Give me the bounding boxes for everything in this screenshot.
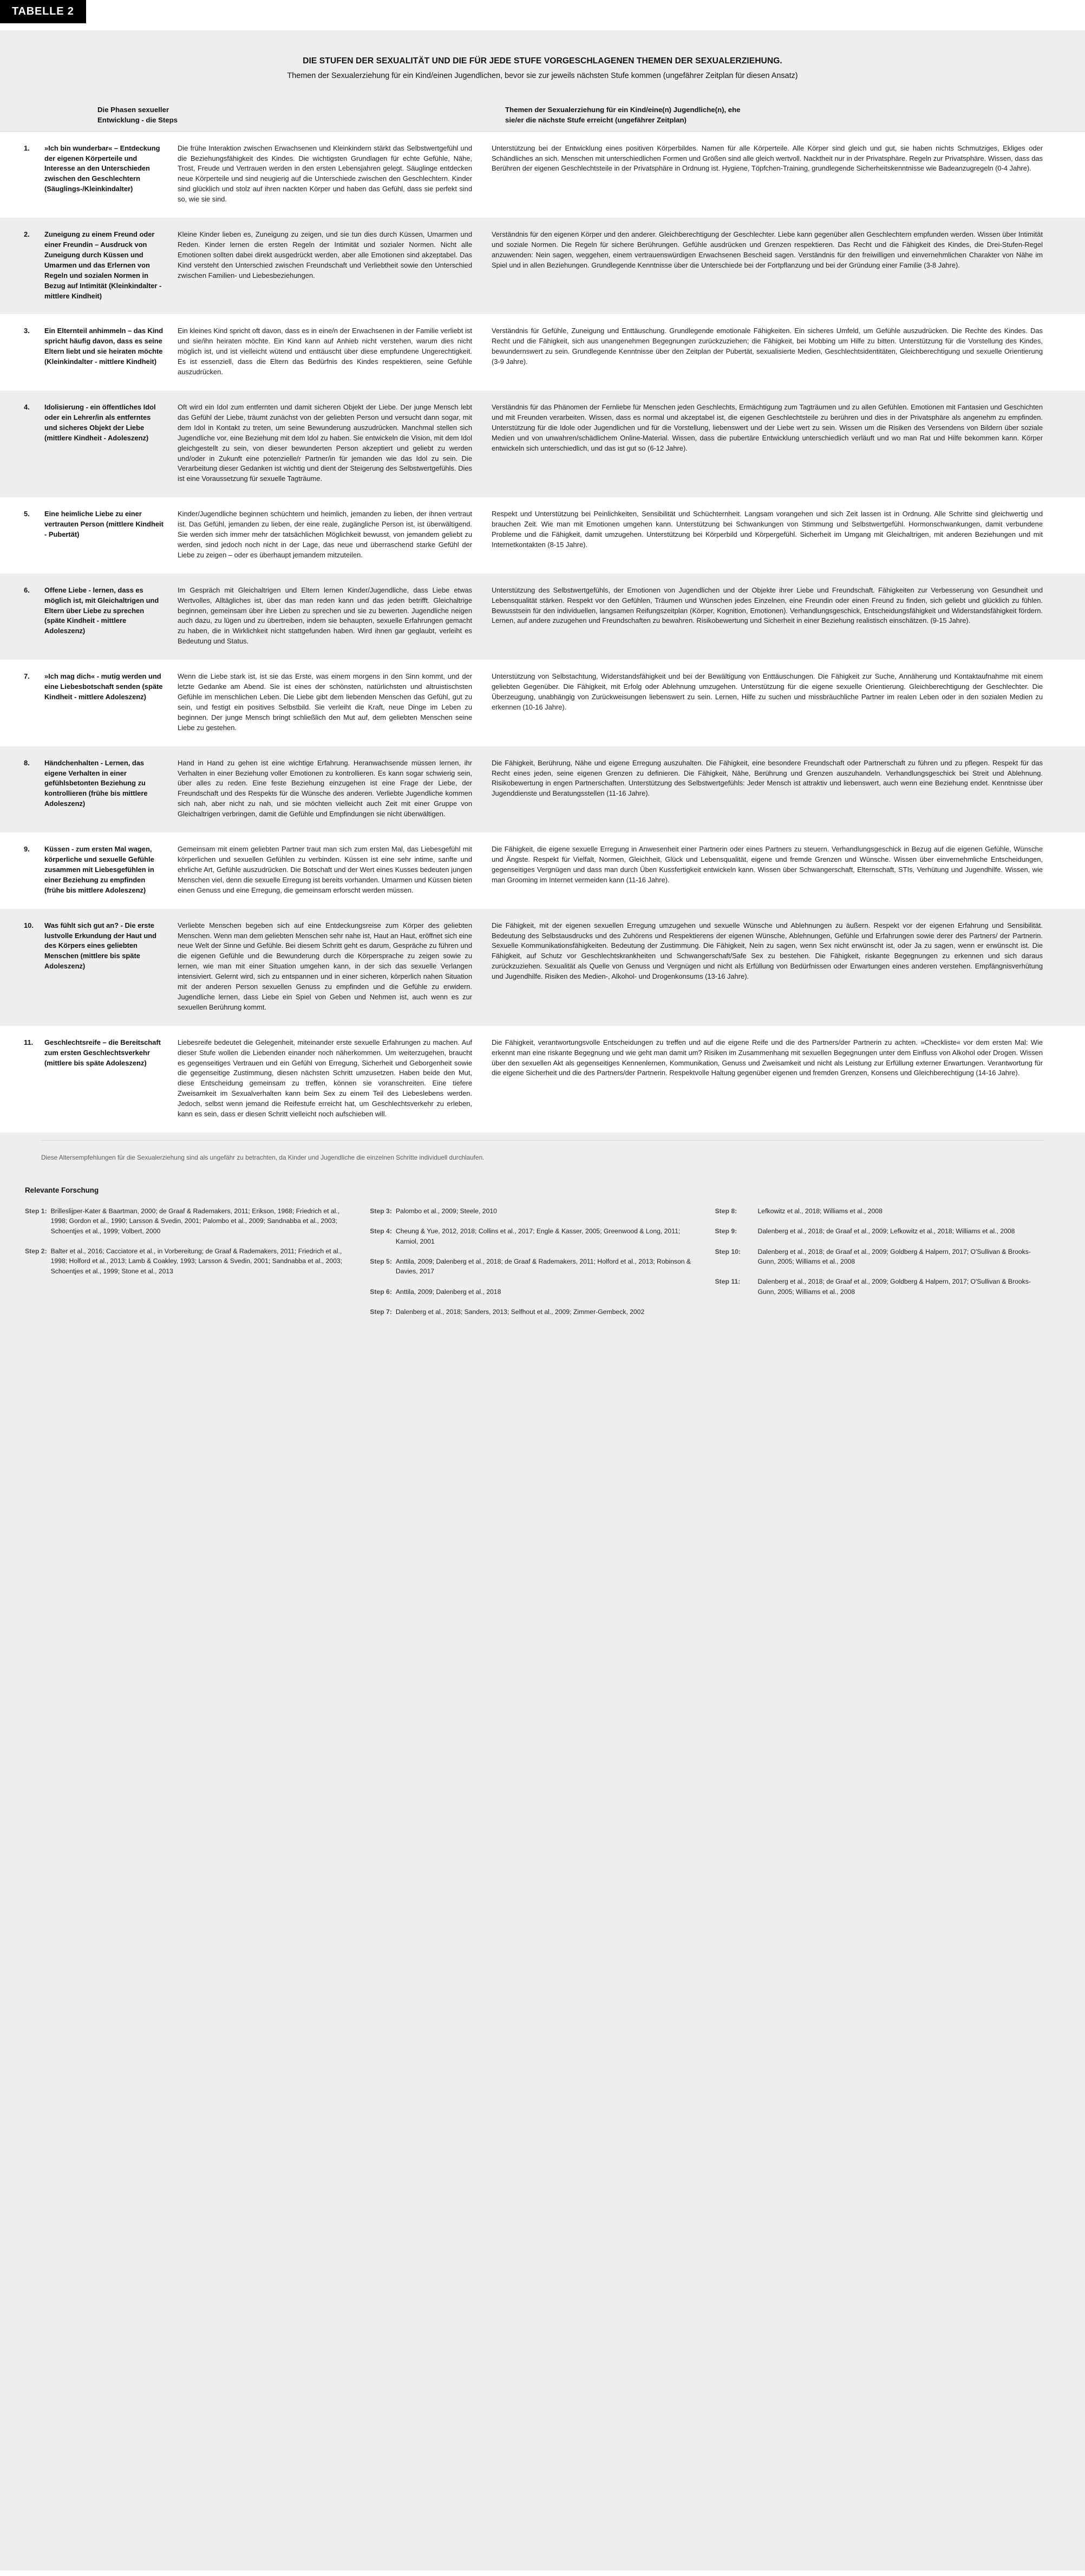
reference-citations: Dalenberg et al., 2018; Sanders, 2013; Selfhout et al., 2009; Zimmer-Gembeck, 2002 (395, 1307, 645, 1316)
reference-citations: Dalenberg et al., 2018; de Graaf et al., 2009; Lefkowitz et al., 2018; Williams et al., 2008 (757, 1227, 1015, 1235)
column-headers (0, 97, 1085, 131)
row-number: 3. (24, 327, 30, 335)
education-topics: Unterstützung von Selbstachtung, Widerstandsfähigkeit und bei der Bewältigung von Enttäuschungen. Die Fähigkeit zur Suche, Annäherung und Kontaktaufnahme mit einem geliebten Gegenüber. Die Fähigkeit, mit Erfolg oder Ablehnung umzugehen. Unterstützung für die eigene sexuelle Orientierung. Gleichberechtigung der Geschlechter. Die Überzeugung, unabhängig von Zurückweisungen liebenswert zu sein. Lernen, Hilfe zu suchen und missbräuchliche Partner im realen Leben oder in den sozialen Medien zu erkennen (10-16 Jahre). (492, 672, 1043, 711)
phase-description: Ein kleines Kind spricht oft davon, dass es in eine/n der Erwachsenen in der Familie verliebt ist und sie/ihn heiraten möchte. Ein Kind kann auf Anhieb nicht verstehen, warum dies nicht möglich ist, und ist vielleicht wütend und enttäuscht über diese empfundene Ungerechtigkeit. Es ist essenziell, dass die Eltern das Bedürfnis des Kindes respektieren, seine Gefühle auszudrücken. (178, 327, 472, 376)
table-row (0, 832, 1085, 909)
education-topics: Unterstützung des Selbstwertgefühls, der Emotionen von Jugendlichen und der Objekte ihrer Liebe und Freundschaft. Fähigkeiten zur Verbesserung von Gesundheit und Lebensqualität stärken. Respekt vor den Gefühlen, Träumen und Wünschen jedes Einzelnen, eine Freundin oder einen Freund zu finden, sich geliebt und glücklich zu fühlen. Bewusstsein für den individuellen, langsamen Reifungszeitplan (Körper, Kognition, Emotionen). Verhandlungsgeschick, Entscheidungsfähigkeit und Widerstandsfähigkeit fördern. Lernen, auf andere zuzugehen und Freundschaften zu bewahren. Risikobewertung und Sicherheit in einer Beziehung realistisch einschätzen. (9-15 Jahre). (492, 586, 1043, 625)
phase-description: Die frühe Interaktion zwischen Erwachsenen und Kleinkindern stärkt das Selbstwertgefühl und die Beziehungsfähigkeit des Kindes. Die wichtigsten Grundlagen für echte Gefühle, Nähe, Trost, Freude und Vertrauen werden in den ersten Lebensjahren gelegt. Säuglinge entdecken neue Körperteile und sind neugierig auf die Unterschiede zwischen den Geschlechtern. Kinder sind glücklich und stolz auf ihren nackten Körper und haben das Gefühl, dass sie perfekt sind so, wie sie sind. (178, 144, 472, 204)
table-sheet (0, 30, 1085, 2571)
reference-citations: Dalenberg et al., 2018; de Graaf et al., 2009; Goldberg & Halpern, 2017; O'Sullivan & Brooks-Gunn, 2005; Williams et al., 2008 (757, 1278, 1031, 1296)
footnote: Diese Altersempfehlungen für die Sexualerziehung sind als ungefähr zu betrachten, da Kinder und Jugendliche die einzelnen Schritte individuell durchlaufen. (41, 1140, 1044, 1161)
column-header-phases: Die Phasen sexueller Entwicklung - die Steps (97, 106, 178, 124)
table-row (0, 660, 1085, 746)
table-number-badge: TABELLE 2 (0, 0, 86, 23)
reference-item (25, 1246, 346, 1276)
table-body (0, 132, 1085, 1133)
reference-item (370, 1226, 691, 1246)
reference-item (715, 1206, 1036, 1216)
phase-description: Wenn die Liebe stark ist, ist sie das Erste, was einem morgens in den Sinn kommt, und der letzte Gedanke am Abend. Sie ist eines der schönsten, natürlichsten und altruistischsten Gefühle im menschlichen Leben. Die Liebe gibt dem liebenden Menschen das Gefühl, gut zu sein, und festigt ein positives Selbstbild. Sie verleiht die Kraft, neue Dinge im Leben zu beginnen. Der junge Mensch bringt schließlich den Mut auf, dem geliebten Menschen seine Liebe zu gestehen. (178, 672, 472, 732)
row-number: 10. (24, 921, 34, 929)
reference-step-label: Step 1: (25, 1207, 47, 1215)
reference-item (715, 1226, 1036, 1236)
reference-citations: Balter et al., 2016; Cacciatore et al., in Vorbereitung; de Graaf & Rademakers, 2011; Friedrich et al., 1998; Holford et al., 2013; Lamb & Coakley, 1993; Larsson & Svedin, 2001; Sandnabba et al., 2003; Schoentjes et al., 1999; Stone et al., 2013 (50, 1247, 343, 1275)
page-title: DIE STUFEN DER SEXUALITÄT UND DIE FÜR JEDE STUFE VORGESCHLAGENEN THEMEN DER SEXUALERZIEHUNG. (303, 56, 782, 66)
reference-column (25, 1206, 370, 1327)
education-topics: Die Fähigkeit, Berührung, Nähe und eigene Erregung auszuhalten. Die Fähigkeit, eine besondere Freundschaft oder Partnerschaft zu führen und zu pflegen. Respekt für das Recht eines jeden, seine eigenen Grenzen zu definieren. Die Fähigkeit, Nähe, Berührung und Grenzen auszuhandeln. Verhandlungsgeschick bei Streit und Ablehnung. Risikobewertung in engen Partnerschaften. Unterstützung des Selbstwertgefühls: Jeder Mensch ist attraktiv und liebenswert, auch wenn eine Beziehung endet. Kenntnisse über Jugenddienste und Beratungsstellen (11-16 Jahre). (492, 758, 1043, 798)
reference-step-label: Step 7: (370, 1307, 392, 1316)
phase-description: Liebesreife bedeutet die Gelegenheit, miteinander erste sexuelle Erfahrungen zu machen. Auf dieser Stufe wollen die Liebenden einander noch näherkommen. Um weiterzugehen, braucht es gegenseitiges Vertrauen und ein Gefühl von Erregung, Sicherheit und Geborgenheit sowie die gegenseitige Zustimmung, diesen nächsten Schritt umzusetzen. Haben beide den Mut, diese Entscheidung gemeinsam zu treffen, können sie voranschreiten. Eine tiefere Zweisamkeit im Sexualverhalten kann beim Sex zu einem Teil des Liebeslebens werden. Jedoch, selbst wenn jemand die Reifestufe erreicht hat, um Geschlechtsverkehr zu erleben, kann es sein, dass er diesen Schritt vielleicht noch aufschieben will. (178, 1038, 472, 1118)
education-topics: Respekt und Unterstützung bei Peinlichkeiten, Sensibilität und Schüchternheit. Langsam vorangehen und sich Zeit lassen ist in Ordnung. Alle Schritte sind gleichwertig und brauchen Zeit. Wie man mit Emotionen umgehen kann. Unterstützung bei Schwankungen von Stimmung und Selbstwertgefühl. Hormonschwankungen, damit verbundene Probleme und die Fähigkeit, damit umzugehen. Unterstützung bei Körperbild und Körpergefühl. Sicherheit im Umgang mit Gleichaltrigen, mit anderen Beziehungen und mit Internetkontakten (8-15 Jahre). (492, 510, 1043, 549)
table-row (0, 314, 1085, 391)
row-number: 4. (24, 402, 30, 411)
reference-citations: Palombo et al., 2009; Steele, 2010 (395, 1207, 497, 1215)
column-header-spacer (210, 105, 505, 125)
table-row (0, 218, 1085, 314)
reference-item (25, 1206, 346, 1236)
education-topics: Die Fähigkeit, mit der eigenen sexuellen Erregung umzugehen und sexuelle Wünsche und Ablehnungen zu äußern. Respekt vor der eigenen Erfahrung und Sensibilität. Bedeutung des Selbstausdrucks und des Zuhörens und Respektierens der eigenen Wünsche, Ablehnungen, Gefühle und Erfahrungen sowie derer des Partners/ der Partnerin. Sexuelle Kommunikationsfähigkeiten. Bedeutung der Zustimmung. Die Fähigkeit, Nein zu sagen, wenn Sex nicht erwünscht ist, oder Ja zu sagen, wenn er erwünscht ist. Die Fähigkeit, auf Schutz vor Geschlechtskrankheiten und Schwangerschaft/Safe Sex zu bestehen. Die Fähigkeit, riskante Begegnungen zu erkennen und sich daraus zurückzuziehen. Sexualität als Quelle von Genuss und Vergnügen und nicht als Erfüllung von Bedürfnissen oder Erwartungen eines anderen verstehen. Empfängnisverhütung und Jugendhilfe. Risiken des Medien-, Alkohol- und Drogenkonsums (13-16 Jahre). (492, 921, 1043, 981)
table-row (0, 391, 1085, 497)
reference-item (715, 1247, 1036, 1267)
table-row (0, 909, 1085, 1026)
reference-item (370, 1307, 691, 1317)
reference-step-label: Step 3: (370, 1207, 392, 1215)
reference-item (370, 1287, 691, 1297)
title-block (0, 30, 1085, 97)
reference-citations: Anttila, 2009; Dalenberg et al., 2018; de Graaf & Rademakers, 2011; Holford et al., 2013; Robinson & Davies, 2017 (395, 1257, 691, 1276)
education-topics: Verständnis für den eigenen Körper und den anderer. Gleichberechtigung der Geschlechter. Liebe kann gegenüber allen Geschlechtern empfunden werden. Wissen über Intimität und soziale Normen. Die Regeln für sichere Berührungen. Gefühle ausdrücken und Grenzen respektieren. Das Recht und die Fähigkeit des Kindes, die Drei-Stufen-Regel anzuwenden: Nein sagen, weggehen, einem vertrauenswürdigen Erwachsenen Bescheid sagen. Verständnis für den freiwilligen und einvernehmlichen Charakter von Nähe im Spiel und in allen Beziehungen. Grundlegende Kenntnisse über die Unterschiede bei der Fortpflanzung und bei der Gründung einer Familie (3-8 Jahre). (492, 230, 1043, 269)
reference-item (370, 1257, 691, 1277)
phase-description: Kleine Kinder lieben es, Zuneigung zu zeigen, und sie tun dies durch Küssen, Umarmen und Reden. Kinder lernen die ersten Regeln der Intimität und sozialer Normen. Nicht alle Emotionen sollten dabei direkt ausgedrückt werden, aber alle Emotionen sind akzeptabel. Das Kind versteht den Unterschied zwischen Freundschaft und Verliebtheit sowie den Unterschied zwischen Familien- und Liebesbeziehungen. (178, 230, 472, 279)
badge-area (0, 0, 1085, 30)
reference-citations: Anttila, 2009; Dalenberg et al., 2018 (395, 1287, 501, 1296)
reference-citations: Cheung & Yue, 2012, 2018; Collins et al., 2017; Engle & Kasser, 2005; Greenwood & Long, 2011; Karniol, 2001 (395, 1227, 681, 1245)
row-number: 11. (24, 1038, 34, 1046)
row-number: 8. (24, 758, 30, 767)
row-number: 5. (24, 510, 30, 518)
phase-description: Im Gespräch mit Gleichaltrigen und Eltern lernen Kinder/Jugendliche, dass Liebe etwas Wertvolles, Alltägliches ist, über das man reden kann und das jeden betrifft. Gleichaltrige beginnen, gemeinsam über ihre Lieben zu sprechen und sie zu bewerten. Jugendliche neigen auch dazu, zu lügen und zu übertreiben, indem sie behaupten, sexuelle Erfahrungen gemacht zu haben, die in Wirklichkeit nicht stattgefunden haben. Wird ihnen gar geglaubt, verleiht es Bedeutung und Status. (178, 586, 472, 646)
reference-citations: Lefkowitz et al., 2018; Williams et al., 2008 (757, 1207, 883, 1215)
research-section (0, 1161, 1085, 1332)
row-number: 2. (24, 230, 30, 239)
education-topics: Unterstützung bei der Entwicklung eines positiven Körperbildes. Namen für alle Körperteile. Alle Körper sind gleich und gut, sie haben nichts Schmutziges, Ekliges oder Schändliches an sich. Menschen mit unterschiedlichen Formen und Größen sind alle gleich wertvoll. Nacktheit nur in der Privatsphäre. Regeln zur Privatsphäre. Wissen, dass das Berühren der eigenen Geschlechtsteile in der Privatsphäre in Ordnung ist. Hygiene, Töpfchen-Training, grundlegende Sicherheitskenntnisse wie Badeanzugregeln (0-4 Jahre). (492, 144, 1043, 173)
reference-step-label: Step 8: (715, 1207, 737, 1215)
phase-label: Ein Elternteil anhimmeln – das Kind spricht häufig davon, dass es seine Eltern liebt und sie heiraten möchte (Kleinkindalter - mittlere Kindheit) (44, 327, 164, 366)
reference-step-label: Step 5: (370, 1257, 392, 1265)
row-number: 1. (24, 144, 30, 152)
phase-description: Kinder/Jugendliche beginnen schüchtern und heimlich, jemanden zu lieben, der ihnen vertraut ist. Das Gefühl, jemanden zu lieben, der eine reale, zugängliche Person ist, ist überwältigend. Sie werden sich immer mehr der tatsächlichen Möglichkeit bewusst, von jemandem geliebt zu werden, sind jedoch noch nicht in der Lage, das neue und überraschend starke Gefühl der Liebe zu zeigen – oder es überhaupt jemandem mitzuteilen. (178, 510, 472, 559)
table-row (0, 574, 1085, 660)
phase-description: Gemeinsam mit einem geliebten Partner traut man sich zum ersten Mal, das Liebesgefühl mit körperlichen und sexuellen Gefühlen zu verbinden. Küssen ist eine sehr intime, sanfte und ehrliche Art, Gefühle auszudrücken. Die Botschaft und der Wert eines Kusses bedeuten jungen Menschen viel, denn die sexuelle Erregung ist bereits vorhanden. Umarmen und Küssen bieten einen Genuss und eine Erregung, die gemeinsam erforscht werden müssen. (178, 845, 472, 894)
phase-label: Idolisierung - ein öffentliches Idol oder ein Lehrer/in als entferntes und sicheres Objekt der Liebe (mittlere Kindheit - Adoleszenz) (44, 402, 156, 442)
table-row (0, 746, 1085, 832)
reference-item (370, 1206, 691, 1216)
education-topics: Die Fähigkeit, verantwortungsvolle Entscheidungen zu treffen und auf die eigene Reife und die des Partners/der Partnerin zu achten. »Checkliste« vor dem ersten Mal: Wie erkennt man eine riskante Begegnung und wie geht man damit um? Risiken im Zusammenhang mit sexuellen Begegnungen unter dem Einfluss von Alkohol oder Drogen. Wissen über den sexuellen Akt als gegenseitiges Kennenlernen, Kommunikation, Genuss und Zweisamkeit und nicht als Leistung zur Erfüllung externer Erwartungen. Verantwortung für die eigene Sicherheit und die des Partners/der Partnerin. Respektvolle Haltung gegenüber eigenen und fremden Grenzen, Konsens und Gleichberechtigung (14-16 Jahre). (492, 1038, 1043, 1077)
phase-label: Zuneigung zu einem Freund oder einer Freundin – Ausdruck von Zuneigung durch Küssen und Umarmen und das Erlernen von Regeln und sozialen Normen in Bezug auf Intimität (Kleinkindalter - mittlere Kindheit) (44, 230, 162, 300)
reference-column (715, 1206, 1060, 1327)
phase-description: Oft wird ein Idol zum entfernten und damit sicheren Objekt der Liebe. Der junge Mensch lebt das Gefühl der Liebe, träumt zunächst von der geliebten Person und versucht dann sogar, mit dem Idol in Kontakt zu treten, um seine Bewunderung auszudrücken. Manchmal stellen sich Jugendliche vor, eine Beziehung mit dem Idol zu haben. Sie entwickeln die Vision, mit dem Idol gleichgestellt zu sein, von dieser bewunderten Person akzeptiert und geliebt zu werden und/oder in Zukunft eine potenzielle/r Partner/in für jemanden wie das Idol zu sein. Die Verarbeitung dieser Gedanken ist wichtig und dient der Steigerung des Selbstwertgefühls. Dies ist eine Voraussetzung für sexuelle Tagträume. (178, 402, 472, 483)
reference-step-label: Step 6: (370, 1287, 392, 1296)
research-title: Relevante Forschung (25, 1186, 99, 1195)
phase-label: Geschlechtsreife – die Bereitschaft zum ersten Geschlechtsverkehr (mittlere bis späte Adoleszenz) (44, 1038, 161, 1067)
table-row (0, 497, 1085, 574)
phase-label: Eine heimliche Liebe zu einer vertrauten Person (mittlere Kindheit - Pubertät) (44, 510, 164, 539)
row-number: 9. (24, 845, 30, 854)
phase-description: Verliebte Menschen begeben sich auf eine Entdeckungsreise zum Körper des geliebten Menschen. Wenn man dem geliebten Menschen sehr nahe ist, Haut an Haut, eröffnet sich eine neue Welt der Sinne und Gefühle. Bei diesem Schritt geht es darum, Gespräche zu führen und die eigenen Gefühle und die Bewunderung durch die Körpersprache zu zeigen sowie zu lernen, wie man mit einer Situation umgehen kann, in der sich das sexuelle Verlangen intensiviert. Gelernt wird, sich zu entspannen und in einer sicheren, körperlich nahen Situation mit der anderen Person sexuellen Genuss zu empfinden und die Gefühle zu erwidern. Jugendliche lernen, dass Liebe ein Spiel von Geben und Nehmen ist, auch wenn es zur sexuellen Berührung kommt. (178, 921, 472, 1011)
reference-step-label: Step 4: (370, 1227, 392, 1235)
reference-columns (25, 1206, 1060, 1327)
reference-step-label: Step 2: (25, 1247, 47, 1255)
reference-item (715, 1277, 1036, 1297)
phase-label: Offene Liebe - lernen, dass es möglich ist, mit Gleichaltrigen und Eltern über Liebe zu sprechen (späte Kindheit - mittlere Adoleszenz) (44, 586, 159, 635)
phase-label: Händchenhalten - Lernen, das eigene Verhalten in einer gefühlsbetonten Beziehung zu kontrollieren (frühe bis mittlere Adoleszenz) (44, 758, 148, 808)
phase-label: Küssen - zum ersten Mal wagen, körperliche und sexuelle Gefühle zusammen mit Liebesgefühlen in einer Beziehung zu empfinden (frühe bis mittlere Adoleszenz) (44, 845, 154, 894)
reference-citations: Dalenberg et al., 2018; de Graaf et al., 2009; Goldberg & Halpern, 2017; O'Sullivan & Brooks-Gunn, 2005; Williams et al., 2008 (757, 1247, 1031, 1265)
column-header-topics-line2: sie/er die nächste Stufe erreicht (ungefährer Zeitplan) (505, 115, 687, 124)
reference-column (370, 1206, 715, 1327)
phase-label: »Ich mag dich« - mutig werden und eine Liebesbotschaft senden (späte Kindheit - mittlere Adoleszenz) (44, 672, 163, 701)
reference-step-label: Step 10: (715, 1247, 741, 1256)
phase-label: »Ich bin wunderbar« – Entdeckung der eigenen Körperteile und Interesse an den Unterschieden zwischen den Geschlechtern (Säuglings-/Kleinkindalter) (44, 144, 160, 193)
education-topics: Verständnis für Gefühle, Zuneigung und Enttäuschung. Grundlegende emotionale Fähigkeiten. Ein sicheres Umfeld, um Gefühle auszudrücken. Die Rechte des Kindes. Das Recht und die Fähigkeit, sich aus unangenehmen Begegnungen zurückzuziehen; die Fähigkeit, bei Mobbing um Hilfe zu bitten. Unterstützung für die Vorstellung des Kindes, bewundernswert zu sein. Grundlegende Kenntnisse über den Zeitplan der Pubertät, sexualisierte Medien, Geschlechtsidentitäten, Gleichberechtigung und sexuelle Orientierung (3-9 Jahre). (492, 327, 1043, 366)
table-row (0, 1026, 1085, 1133)
row-number: 6. (24, 586, 30, 594)
column-header-topics-line1: Themen der Sexualerziehung für ein Kind/eine(n) Jugendliche(n), ehe (505, 106, 741, 114)
phase-description: Hand in Hand zu gehen ist eine wichtige Erfahrung. Heranwachsende müssen lernen, ihr Verhalten in einer Beziehung voller Emotionen zu kontrollieren. Es kann sogar schwierig sein, über alles zu reden. Eine feste Beziehung einzugehen ist eine Frage der Liebe, der Freundschaft und des Respekts für die Wünsche des anderen. Verliebte Jugendliche kommen sich nah, aber nicht zu nah, und sie möchten vielleicht auch Zeit mit einer Gruppe von Gleichaltrigen verbringen, damit die Gefühle und Empfindungen sie nicht überwältigen. (178, 758, 472, 818)
reference-step-label: Step 11: (715, 1278, 741, 1286)
page-subtitle: Themen der Sexualerziehung für ein Kind/einen Jugendlichen, bevor sie zur jeweils nächsten Stufe kommen (ungefährer Zeitplan für diesen Ansatz) (287, 71, 798, 81)
reference-citations: Brilleslijper-Kater & Baartman, 2000; de Graaf & Rademakers, 2011; Erikson, 1968; Friedrich et al., 1998; Gordon et al., 1990; Larsson & Svedin, 2001; Palombo et al., 2009; Sandnabba et al., 2003; Schoentjes et al., 1999; Volbert, 2000 (50, 1207, 340, 1235)
phase-label: Was fühlt sich gut an? - Die erste lustvolle Erkundung der Haut und des Körpers eines geliebten Menschen (mittlere bis späte Adoleszenz) (44, 921, 156, 971)
education-topics: Die Fähigkeit, die eigene sexuelle Erregung in Anwesenheit einer Partnerin oder eines Partners zu steuern. Verhandlungsgeschick in Bezug auf die eigenen Gefühle, Wünsche und Ängste. Respekt für Vielfalt, Normen, Gleichheit, Glück und Lebensqualität, eigene und fremde Grenzen und Wünsche. Wissen über einvernehmliche Entscheidungen, gegenseitiges Vergnügen und dass man durch Üben Kussfertigkeit entwickeln kann. Wissen über Schwangerschaft, Elternschaft, STIs, Verhütung und Jugendhilfe. Wissen, wie man Grooming im Internet vermeiden kann (11-16 Jahre). (492, 845, 1043, 884)
table-row (0, 132, 1085, 218)
education-topics: Verständnis für das Phänomen der Fernliebe für Menschen jeden Geschlechts, Ermächtigung zum Tagträumen und zu allen Gefühlen. Emotionen mit Fantasien und Geschichten und mit Freunden verarbeiten. Wissen, dass es normal und akzeptabel ist, die eigenen Geschlechtsteile zu berühren und dies in der Privatsphäre als angenehm zu empfinden. Unterstützung für die Idole oder Jugendlichen und für die Vorstellung, liebenswert und der Liebe wert zu sein. Wissen um die Risiken des Versendens von Bildern über soziale Medien und von unwahren/schädlichem Online-Material. Wissen, dass die pubertäre Entwicklung unterschiedlich verläuft und wo man Rat und Hilfe bekommen kann. Körper entwickeln sich unterschiedlich, und das ist gut so (6-12 Jahre). (492, 402, 1043, 452)
column-header-topics (505, 105, 1052, 125)
row-number: 7. (24, 672, 30, 681)
reference-step-label: Step 9: (715, 1227, 737, 1235)
